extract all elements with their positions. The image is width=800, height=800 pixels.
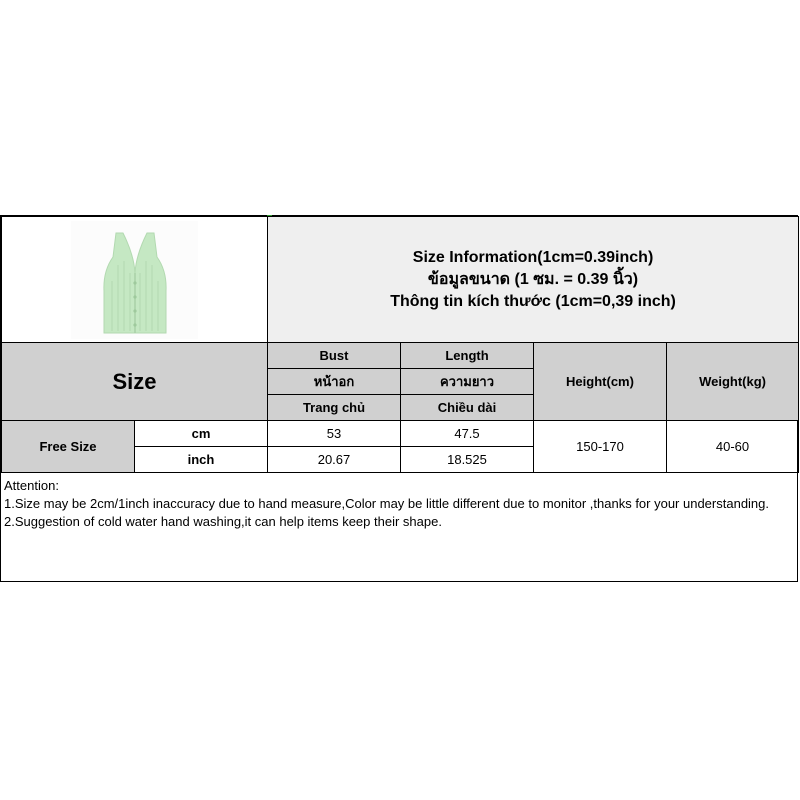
- length-header-th: ความยาว: [401, 369, 534, 395]
- height-header: Height(cm): [534, 343, 667, 421]
- green-ribbed-vest-icon: [71, 221, 198, 339]
- size-label: Size: [112, 368, 157, 394]
- size-info-header: [268, 217, 799, 343]
- attention-note-2: 2.Suggestion of cold water hand washing,it can help items keep their shape.: [4, 514, 442, 529]
- attention-title: Attention:: [4, 478, 59, 493]
- info-line-en: Size Information(1cm=0.39inch): [412, 248, 654, 266]
- size-chart-sheet: [0, 215, 798, 582]
- bust-inch-value: 20.67: [268, 447, 401, 473]
- product-image-cell: [2, 217, 268, 343]
- free-size-label: Free Size: [2, 421, 135, 473]
- length-header-vi: Chiều dài: [401, 395, 534, 421]
- unit-cm: cm: [135, 421, 268, 447]
- bust-header-vi: Trang chủ: [268, 395, 401, 421]
- attention-note-1: 1.Size may be 2cm/1inch inaccuracy due to hand measure,Color may be little different due to monitor ,thanks for your understanding.: [4, 496, 770, 511]
- length-header-en: Length: [401, 343, 534, 369]
- product-image: [71, 221, 198, 339]
- bust-cm-value: 53: [268, 421, 401, 447]
- weight-header: Weight(kg): [667, 343, 799, 421]
- unit-inch: inch: [135, 447, 268, 473]
- info-line-vi: Thông tin kích thước (1cm=0,39 inch): [390, 292, 676, 310]
- length-inch-value: 18.525: [401, 447, 534, 473]
- info-line-th: ข้อมูลขนาด (1 ซม. = 0.39 นิ้ว): [427, 270, 639, 288]
- length-cm-value: 47.5: [401, 421, 534, 447]
- attention-notes: [4, 477, 794, 531]
- size-table: [1, 216, 799, 473]
- weight-value: 40-60: [667, 421, 799, 473]
- height-value: 150-170: [534, 421, 667, 473]
- size-label-cell: [2, 343, 268, 421]
- bust-header-th: หน้าอก: [268, 369, 401, 395]
- bust-header-en: Bust: [268, 343, 401, 369]
